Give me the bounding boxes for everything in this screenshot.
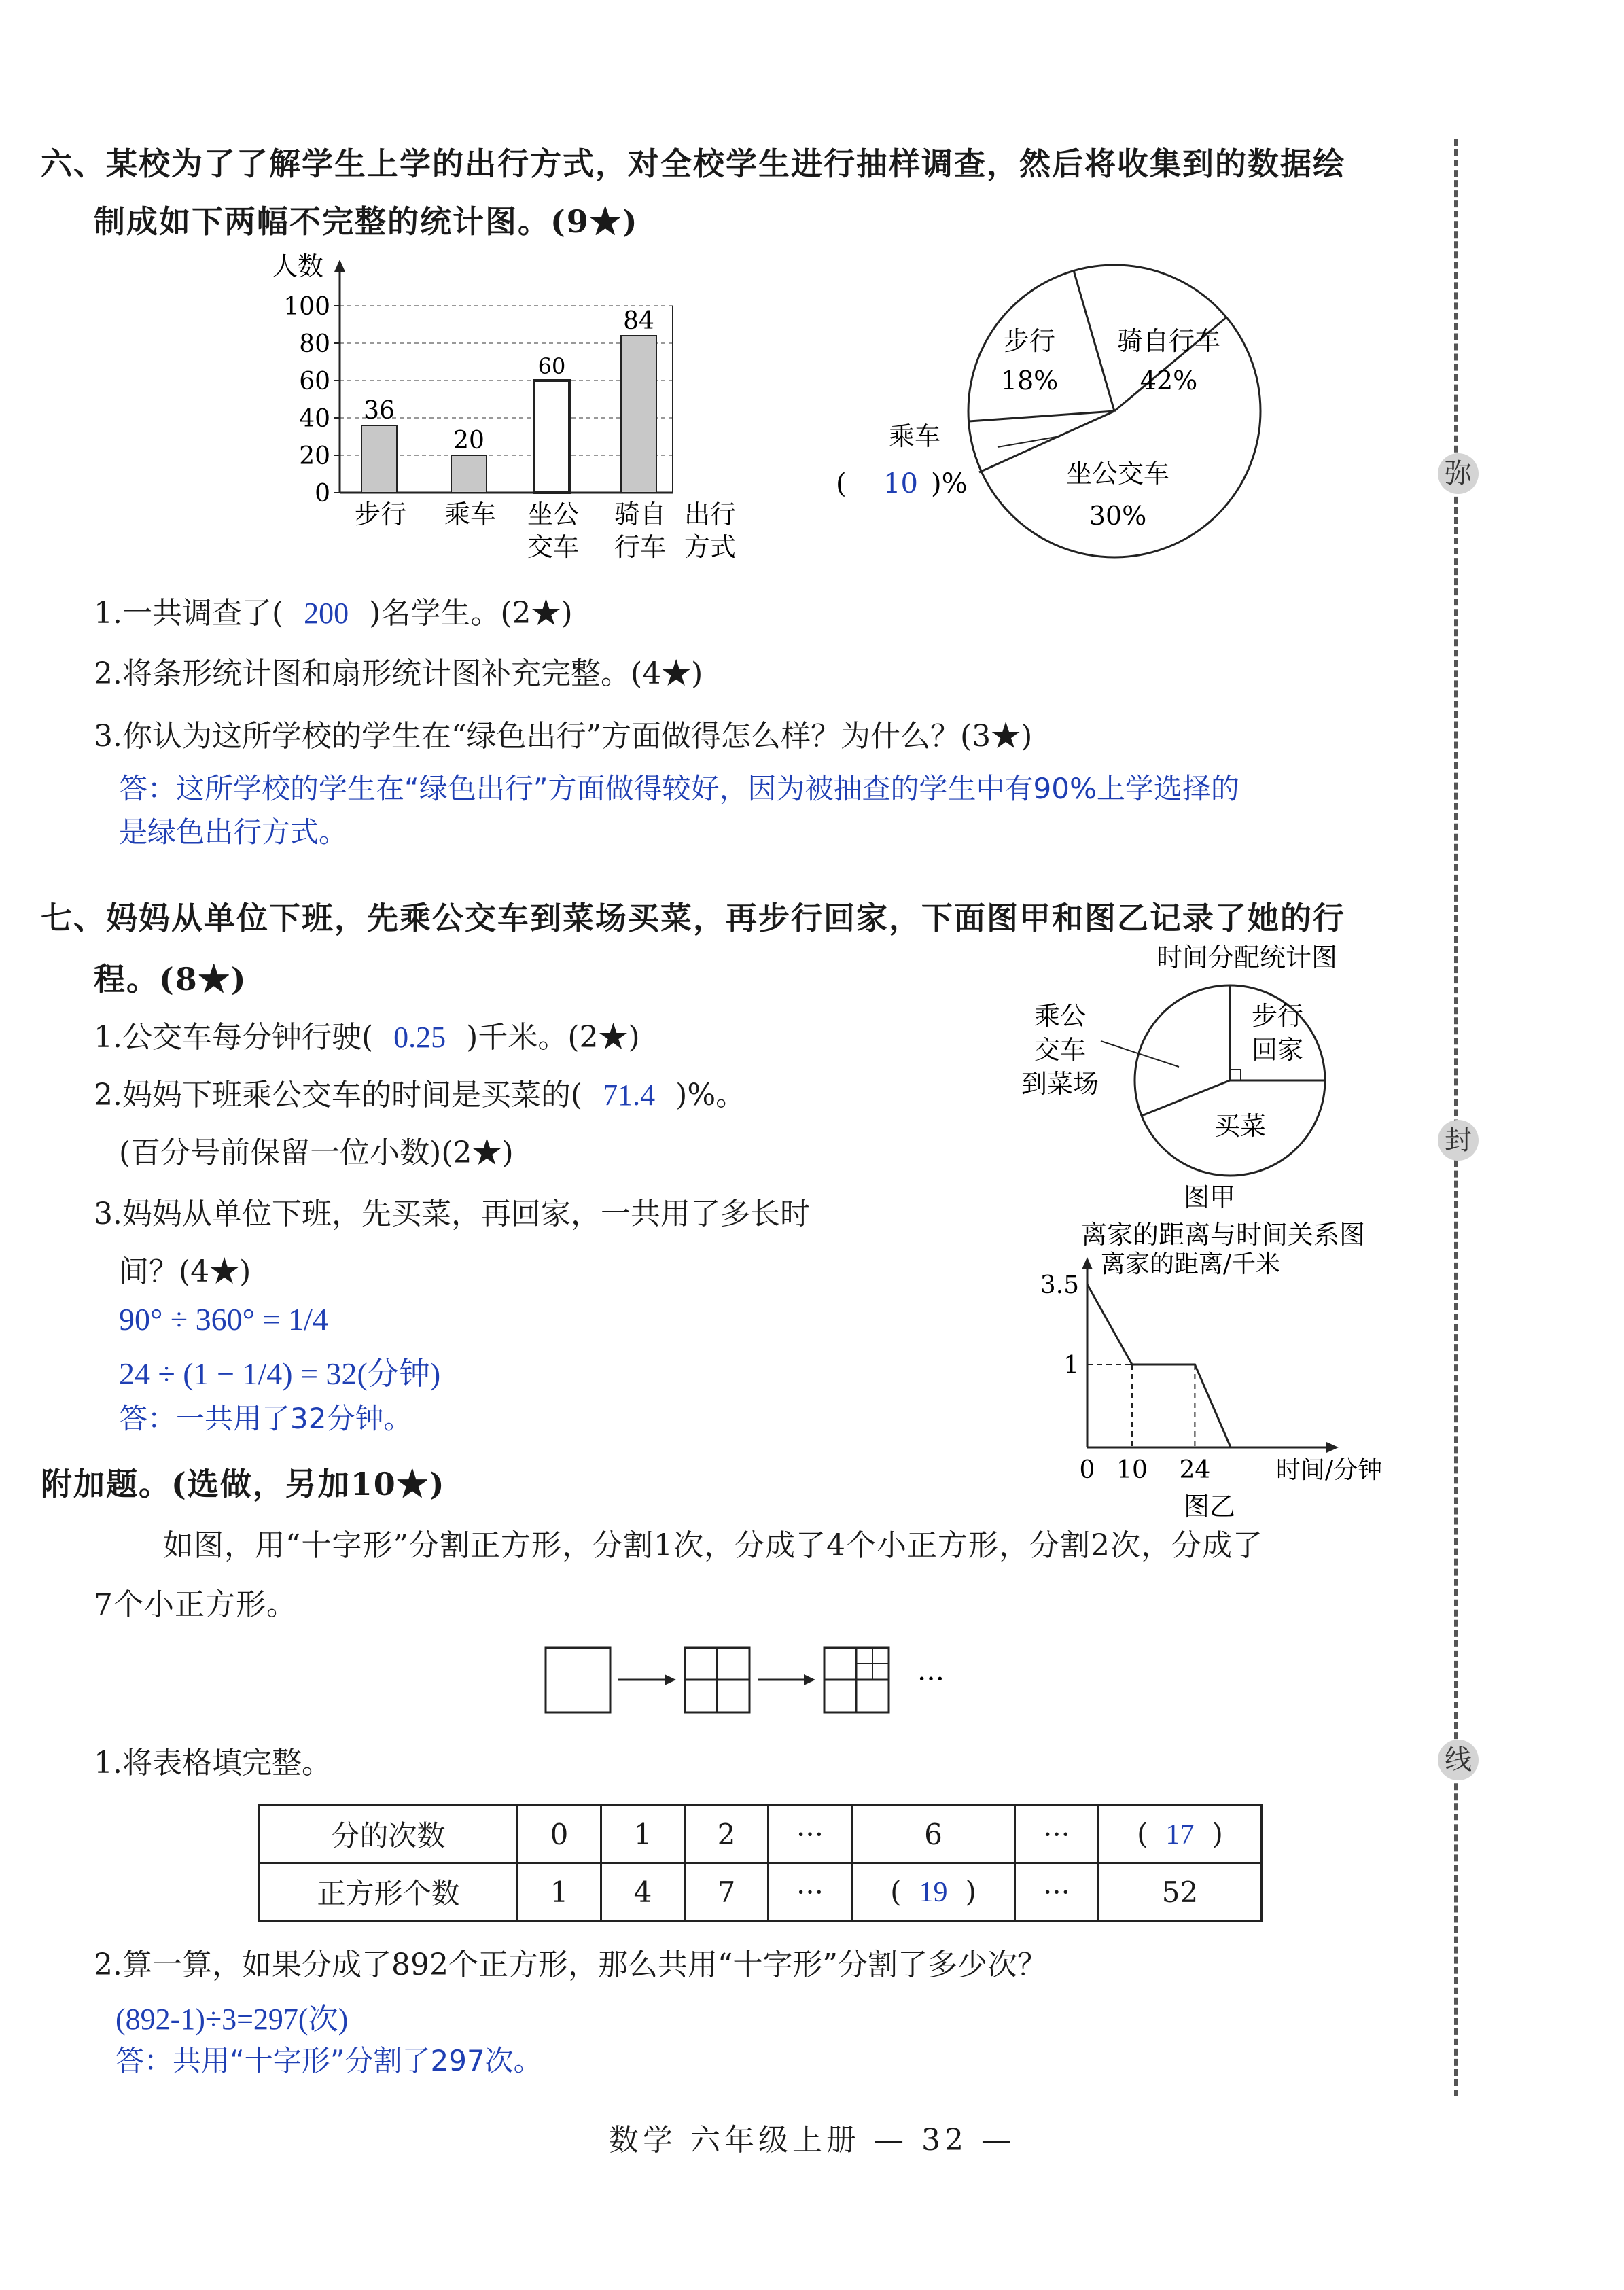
slice-walk-pct: 18% [1000,366,1059,395]
x-axis-label-1: 出行 [684,499,737,529]
q7-sub1 [94,1012,640,1056]
x-tick-label: 24 [1179,1456,1211,1484]
time-pie-bus-3: 到菜场 [1021,1069,1099,1099]
q7-sub1-pre: 1.公交车每分钟行驶( [94,1020,374,1055]
row-header: 正方形个数 [260,1863,518,1921]
x-tick-label: 骑自 [614,499,667,529]
paren-open: ( [890,1875,902,1908]
q7-line1: 七、妈妈从单位下班，先乘公交车到菜场买菜，再步行回家，下面图甲和图乙记录了她的行 [41,900,1345,936]
time-pie-chart [1006,938,1386,1216]
bar-chart [258,251,802,571]
square-0 [546,1648,610,1712]
extra-q2: 2.算一算，如果分成了892个正方形，那么共用“十字形”分割了多少次？ [94,1948,1047,1982]
table-cell: 4 [601,1863,685,1921]
table-cell: 0 [518,1805,601,1863]
arrow-2-head [804,1674,815,1685]
q6-sub1-answer: 200 [304,597,349,630]
time-pie-bus-2: 交车 [1034,1035,1087,1065]
x-tick-label: 10 [1116,1456,1148,1484]
arrow-1-head [665,1674,676,1685]
x-tick-label: 步行 [354,499,407,529]
q7-sub2-post: )%。 [675,1078,746,1112]
slice-car-close: )% [931,468,968,499]
q7-calc3: 答：一共用了32分钟。 [119,1402,412,1435]
slice-bus-label: 坐公交车 [1065,459,1170,489]
page-footer: 数学 六年级上册 — 32 — [609,2123,1015,2157]
table-cell: ··· [769,1805,852,1863]
x-tick-label: 乘车 [444,499,497,529]
paren-open: ( [1137,1817,1148,1850]
q7-sub1-post: )千米。(2★) [466,1020,640,1055]
slice-car-label: 乘车 [889,421,941,451]
table-cell: ··· [1015,1863,1099,1921]
right-angle-mark [1230,1070,1241,1080]
q7-line2: 程。(8★) [94,961,247,998]
y-tick-label: 0 [315,480,330,508]
y-tick-label: 40 [299,405,330,433]
time-pie-caption: 图甲 [1183,1182,1236,1212]
line-chart-title: 离家的距离与时间关系图 [1080,1220,1366,1250]
y-tick-label: 1 [1063,1352,1079,1379]
slice-car-open: ( [836,468,847,499]
bar-骑自行车 [621,336,656,493]
time-pie-walk-2: 回家 [1251,1035,1304,1065]
slice-car-value: 10 [883,468,918,499]
y-tick-label: 3.5 [1040,1271,1079,1299]
q7-sub2-pre: 2.妈妈下班乘公交车的时间是买菜的( [94,1078,583,1112]
time-pie-title: 时间分配统计图 [1156,943,1338,972]
bar-步行 [361,425,397,493]
q7-calc2: 24 ÷ (1 − 1/4) = 32(分钟) [119,1356,441,1391]
table-cell: 52 [1099,1863,1262,1921]
x-tick-label: 行车 [614,532,667,562]
pie-pointer [998,436,1060,447]
figure-ellipsis: ··· [917,1662,945,1695]
line-y-arrow [1082,1257,1093,1269]
answer-17: 17 [1165,1819,1195,1850]
y-tick-label: 100 [283,293,330,321]
seal-char-3: 线 [1438,1740,1479,1780]
time-pie-walk-1: 步行 [1251,1001,1304,1031]
y-tick-label: 20 [299,442,330,470]
table-cell: ··· [1015,1805,1099,1863]
q7-sub1-answer: 0.25 [393,1021,446,1054]
q7-sub2-answer: 71.4 [603,1078,656,1112]
y-tick-label: 60 [299,368,330,395]
line-x-arrow [1326,1442,1339,1453]
slice-bike-label: 骑自行车 [1116,326,1221,356]
slice-bus-pct: 30% [1089,501,1147,531]
table-cell: 1 [601,1805,685,1863]
table-cell: 1 [518,1863,601,1921]
pie-divider [1074,270,1114,411]
q7-sub2 [94,1070,745,1114]
q6-line2: 制成如下两幅不完整的统计图。(9★) [94,203,639,240]
extra-p1: 如图，用“十字形”分割正方形，分割1次，分成了4个小正方形，分割2次，分成了 [163,1528,1263,1563]
q7-sub3-line1: 3.妈妈从单位下班，先买菜，再回家，一共用了多长时 [94,1197,810,1231]
cross-split-figure [544,1644,978,1719]
q6-answer-line1: 答：这所学校的学生在“绿色出行”方面做得较好，因为被抽查的学生中有90%上学选择的 [119,772,1239,805]
q6-sub1-pre: 1.一共调查了( [94,596,284,631]
q6-line1: 六、某校为了了解学生上学的出行方式，对全校学生进行抽样调查，然后将收集到的数据绘 [41,145,1345,182]
q7-calc1: 90° ÷ 360° = 1/4 [119,1302,328,1337]
bar-value-label: 20 [453,427,484,455]
bar-value-label: 84 [623,307,654,335]
slice-walk-label: 步行 [1003,326,1056,356]
q6-sub2: 2.将条形统计图和扇形统计图补充完整。(4★) [94,656,703,691]
q6-sub1 [94,588,573,632]
line-chart-caption: 图乙 [1183,1492,1236,1521]
extra-answer-calc: (892-1)÷3=297(次) [116,2003,349,2036]
x-tick-label: 0 [1079,1456,1095,1484]
extra-p2: 7个小正方形。 [94,1587,297,1622]
extra-q1: 1.将表格填完整。 [94,1746,332,1780]
bar-乘车 [451,455,487,493]
paren-close: ) [965,1875,976,1908]
extra-answer-line: 答：共用“十字形”分割了297次。 [116,2044,542,2077]
distance-line [1087,1284,1231,1447]
line-y-label: 离家的距离/千米 [1101,1250,1281,1278]
x-axis-label-2: 方式 [684,532,737,562]
y-tick-label: 80 [299,330,330,358]
q6-sub3: 3.你认为这所学校的学生在“绿色出行”方面做得怎么样？为什么？(3★) [94,719,1033,754]
q7-sub2-note: (百分号前保留一位小数)(2★) [119,1135,514,1170]
q7-sub3-line2: 间？(4★) [119,1254,251,1289]
time-pie-bus-1: 乘公 [1034,1001,1087,1031]
bar-value-label: 60 [537,353,566,379]
line-chart [1019,1216,1441,1522]
time-pie-pointer [1101,1041,1179,1067]
y-axis-label: 人数 [272,251,324,281]
bar-坐公交车 [534,381,569,493]
time-pie-shop: 买菜 [1214,1111,1267,1141]
y-axis-arrow [334,260,345,272]
q6-sub1-post: )名学生。(2★) [369,596,573,631]
table-cell: ··· [769,1863,852,1921]
bar-value-label: 36 [364,397,395,425]
answer-19: 19 [919,1877,948,1908]
line-x-label: 时间/分钟 [1276,1456,1383,1484]
q6-answer-line2: 是绿色出行方式。 [119,815,348,849]
slice-bike-pct: 42% [1140,366,1198,395]
table-cell: 6 [852,1805,1015,1863]
extra-title: 附加题。(选做，另加10★) [41,1466,446,1502]
table-cell: 2 [685,1805,769,1863]
table-cell: 7 [685,1863,769,1921]
table-cell-answer [852,1863,1015,1921]
seal-char-2: 封 [1438,1120,1479,1161]
seal-char-1: 弥 [1438,453,1479,494]
binding-line [1454,139,1458,2096]
square-count-table [258,1804,1263,1922]
table-row [260,1863,1262,1921]
x-tick-label: 坐公 [527,499,580,529]
pie-divider [969,411,1114,421]
paren-close: ) [1212,1817,1223,1850]
x-tick-label: 交车 [527,532,580,562]
table-cell-answer [1099,1805,1262,1863]
table-row [260,1805,1262,1863]
travel-pie-chart [815,258,1277,571]
row-header: 分的次数 [260,1805,518,1863]
